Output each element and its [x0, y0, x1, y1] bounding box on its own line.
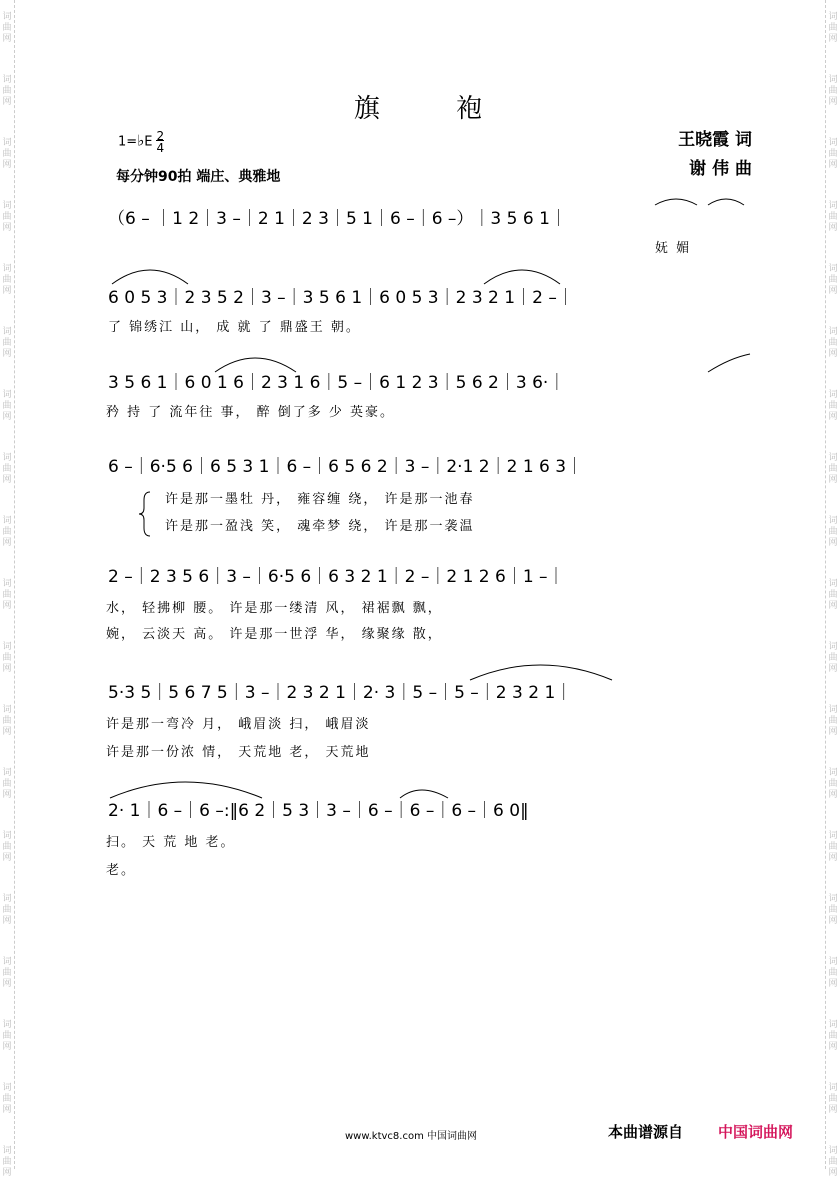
watermark-char: 网	[2, 601, 12, 611]
watermark-char: 曲	[828, 401, 838, 411]
watermark-char: 曲	[828, 968, 838, 978]
watermark-char: 词	[2, 12, 12, 22]
watermark-char: 曲	[828, 842, 838, 852]
watermark-char: 网	[2, 34, 12, 44]
watermark-char: 词	[828, 768, 838, 778]
watermark-char: 曲	[828, 23, 838, 33]
watermark-char: 曲	[828, 779, 838, 789]
key-prefix: 1=	[118, 134, 138, 150]
lyrics-line-7b: 老。	[106, 863, 137, 878]
watermark-char: 词	[2, 579, 12, 589]
watermark-char: 词	[828, 579, 838, 589]
watermark-char: 曲	[2, 1094, 12, 1104]
watermark-char: 词	[828, 453, 838, 463]
watermark-char: 词	[828, 831, 838, 841]
watermark-char: 词	[2, 201, 12, 211]
watermark-char: 词	[2, 957, 12, 967]
watermark-char: 词	[828, 705, 838, 715]
lyrics-line-7a: 扫。 天 荒 地 老。	[106, 835, 236, 850]
watermark-char: 词	[828, 327, 838, 337]
watermark-char: 网	[828, 1168, 838, 1178]
watermark-char: 曲	[828, 1094, 838, 1104]
watermark-char: 词	[828, 894, 838, 904]
watermark-char: 网	[828, 160, 838, 170]
watermark-char: 网	[828, 916, 838, 926]
watermark-char: 曲	[2, 275, 12, 285]
watermark-char: 曲	[828, 527, 838, 537]
watermark-char: 词	[828, 138, 838, 148]
watermark-char: 网	[828, 853, 838, 863]
watermark-char: 网	[2, 349, 12, 359]
watermark-char: 词	[2, 1020, 12, 1030]
watermark-char: 曲	[828, 1157, 838, 1167]
watermark-char: 词	[828, 642, 838, 652]
watermark-char: 曲	[828, 653, 838, 663]
watermark-char: 网	[2, 916, 12, 926]
lyrics-line-2: 了 锦绣江 山， 成 就 了 鼎盛王 朝。	[108, 320, 361, 335]
slur-arc	[470, 665, 612, 680]
watermark-char: 词	[2, 264, 12, 274]
watermark-char: 网	[2, 790, 12, 800]
watermark-char: 曲	[2, 779, 12, 789]
watermark-char: 曲	[2, 23, 12, 33]
watermark-char: 曲	[2, 905, 12, 915]
song-title: 旗 袍	[353, 94, 517, 124]
slur-arc	[708, 199, 744, 205]
watermark-char: 曲	[2, 401, 12, 411]
slur-arc	[215, 358, 296, 372]
watermark-char: 词	[828, 957, 838, 967]
watermark-char: 曲	[2, 653, 12, 663]
watermark-char: 词	[2, 390, 12, 400]
watermark-char: 曲	[2, 86, 12, 96]
watermark-char: 词	[2, 75, 12, 85]
watermark-char: 词	[828, 75, 838, 85]
lyrics-line-4a: 许是那一墨牡 丹， 雍容缠 绕， 许是那一池春	[165, 492, 475, 507]
watermark-char: 网	[828, 790, 838, 800]
watermark-char: 曲	[2, 527, 12, 537]
notation-line-7: 2· 1｜6 –｜6 –:‖6 2｜5 3｜3 –｜6 –｜6 –｜6 –｜6 0‖	[108, 801, 529, 821]
watermark-char: 网	[2, 475, 12, 485]
watermark-char: 网	[2, 853, 12, 863]
watermark-char: 词	[828, 264, 838, 274]
watermark-char: 曲	[2, 716, 12, 726]
watermark-char: 词	[2, 516, 12, 526]
watermark-char: 词	[828, 201, 838, 211]
time-top: 2	[156, 129, 165, 143]
lyrics-line-6b: 许是那一份浓 情， 天荒地 老， 天荒地	[106, 745, 371, 760]
watermark-char: 网	[2, 223, 12, 233]
watermark-char: 曲	[828, 716, 838, 726]
watermark-char: 网	[828, 412, 838, 422]
watermark-char: 曲	[2, 338, 12, 348]
lyrics-line-4b: 许是那一盈浅 笑， 魂牵梦 绕， 许是那一袭温	[165, 519, 475, 534]
footer-source-label: 本曲谱源自	[608, 1123, 684, 1141]
notation-line-3: 3 5 6 1｜6 0 1 6｜2 3 1 6｜5 –｜6 1 2 3｜5 6 2｜3 6·｜	[108, 373, 566, 393]
watermark-char: 网	[828, 1105, 838, 1115]
watermark-char: 词	[828, 1020, 838, 1030]
watermark-char: 词	[2, 768, 12, 778]
watermark-char: 网	[2, 1105, 12, 1115]
watermark-char: 词	[2, 642, 12, 652]
watermark-char: 词	[828, 516, 838, 526]
watermark-char: 网	[828, 1042, 838, 1052]
watermark-char: 网	[2, 412, 12, 422]
watermark-char: 网	[2, 160, 12, 170]
slur-arc	[484, 270, 560, 284]
watermark-char: 曲	[828, 86, 838, 96]
watermark-char: 词	[828, 390, 838, 400]
watermark-char: 词	[2, 705, 12, 715]
watermark-char: 词	[2, 1083, 12, 1093]
watermark-char: 词	[2, 831, 12, 841]
tempo-marking: 每分钟90拍 端庄、典雅地	[116, 169, 281, 185]
watermark-char: 曲	[2, 590, 12, 600]
flat-icon: ♭	[137, 131, 145, 150]
watermark-char: 曲	[828, 212, 838, 222]
lyrics-line-3: 矜 持 了 流年往 事， 醉 倒了多 少 英豪。	[106, 405, 396, 420]
lyrics-line-6a: 许是那一弯冷 月， 峨眉淡 扫， 峨眉淡	[106, 717, 371, 732]
slur-arc	[112, 270, 188, 284]
notation-line-5: 2 –｜2 3 5 6｜3 –｜6·5 6｜6 3 2 1｜2 –｜2 1 2 6｜1 –｜	[108, 567, 565, 587]
footer-url[interactable]: www.ktvc8.com 中国词曲网	[345, 1131, 478, 1142]
slur-arc	[400, 790, 448, 798]
watermark-char: 网	[828, 97, 838, 107]
watermark-char: 曲	[828, 338, 838, 348]
watermark-char: 曲	[2, 1157, 12, 1167]
watermark-char: 词	[2, 453, 12, 463]
watermark-char: 词	[828, 1083, 838, 1093]
watermark-char: 曲	[2, 842, 12, 852]
watermark-char: 网	[2, 538, 12, 548]
footer-brand-link[interactable]: 中国词曲网	[718, 1123, 794, 1141]
watermark-char: 曲	[828, 464, 838, 474]
watermark-char: 曲	[828, 590, 838, 600]
watermark-char: 网	[828, 979, 838, 989]
lyricist-credit: 王晓霞 词	[678, 130, 752, 150]
watermark-char: 网	[2, 1168, 12, 1178]
watermark-char: 网	[828, 34, 838, 44]
watermark-char: 网	[2, 979, 12, 989]
watermark-char: 网	[2, 664, 12, 674]
composer-credit: 谢 伟 曲	[689, 159, 752, 179]
watermark-char: 词	[2, 894, 12, 904]
watermark-char: 网	[2, 1042, 12, 1052]
watermark-char: 网	[828, 475, 838, 485]
slur-arc	[110, 782, 262, 798]
lyrics-line-1: 妩 媚	[655, 241, 692, 256]
slur-arc	[655, 199, 697, 205]
watermark-char: 曲	[2, 212, 12, 222]
watermark-char: 曲	[828, 1031, 838, 1041]
watermark-char: 网	[828, 601, 838, 611]
time-bottom: 4	[156, 141, 165, 155]
watermark-char: 网	[828, 664, 838, 674]
watermark-char: 曲	[828, 149, 838, 159]
watermark-char: 曲	[2, 149, 12, 159]
watermark-char: 网	[828, 349, 838, 359]
watermark-char: 词	[2, 138, 12, 148]
notation-line-2: 6 0 5 3｜2 3 5 2｜3 –｜3 5 6 1｜6 0 5 3｜2 3 2 1｜2 –｜	[108, 288, 574, 308]
notation-line-1: （6 – ｜1 2｜3 –｜2 1｜2 3｜5 1｜6 –｜6 –）｜3 5 6 1｜	[108, 209, 567, 229]
notation-line-6: 5·3 5｜5 6 7 5｜3 –｜2 3 2 1｜2· 3｜5 –｜5 –｜2 3 2 1｜	[108, 683, 573, 703]
lyrics-line-5a: 水， 轻拂柳 腰。 许是那一缕清 风， 裙裾飘 飘，	[106, 601, 443, 616]
watermark-char: 网	[828, 727, 838, 737]
lyrics-line-5b: 婉， 云淡天 高。 许是那一世浮 华， 缘聚缘 散，	[106, 627, 443, 642]
watermark-char: 词	[2, 327, 12, 337]
watermark-char: 曲	[828, 905, 838, 915]
watermark-char: 曲	[2, 464, 12, 474]
watermark-char: 曲	[2, 968, 12, 978]
key-note: E	[144, 134, 153, 150]
watermark-char: 曲	[828, 275, 838, 285]
watermark-char: 词	[828, 1146, 838, 1156]
notation-line-4: 6 –｜6·5 6｜6 5 3 1｜6 –｜6 5 6 2｜3 –｜2·1 2｜2 1 6 3｜	[108, 457, 584, 477]
watermark-char: 网	[828, 286, 838, 296]
watermark-char: 网	[828, 538, 838, 548]
watermark-char: 网	[828, 223, 838, 233]
watermark-char: 词	[2, 1146, 12, 1156]
watermark-char: 网	[2, 727, 12, 737]
slur-arc	[708, 354, 750, 372]
watermark-char: 曲	[2, 1031, 12, 1041]
watermark-char: 网	[2, 286, 12, 296]
watermark-char: 网	[2, 97, 12, 107]
watermark-char: 词	[828, 12, 838, 22]
verse-brace	[139, 492, 150, 536]
